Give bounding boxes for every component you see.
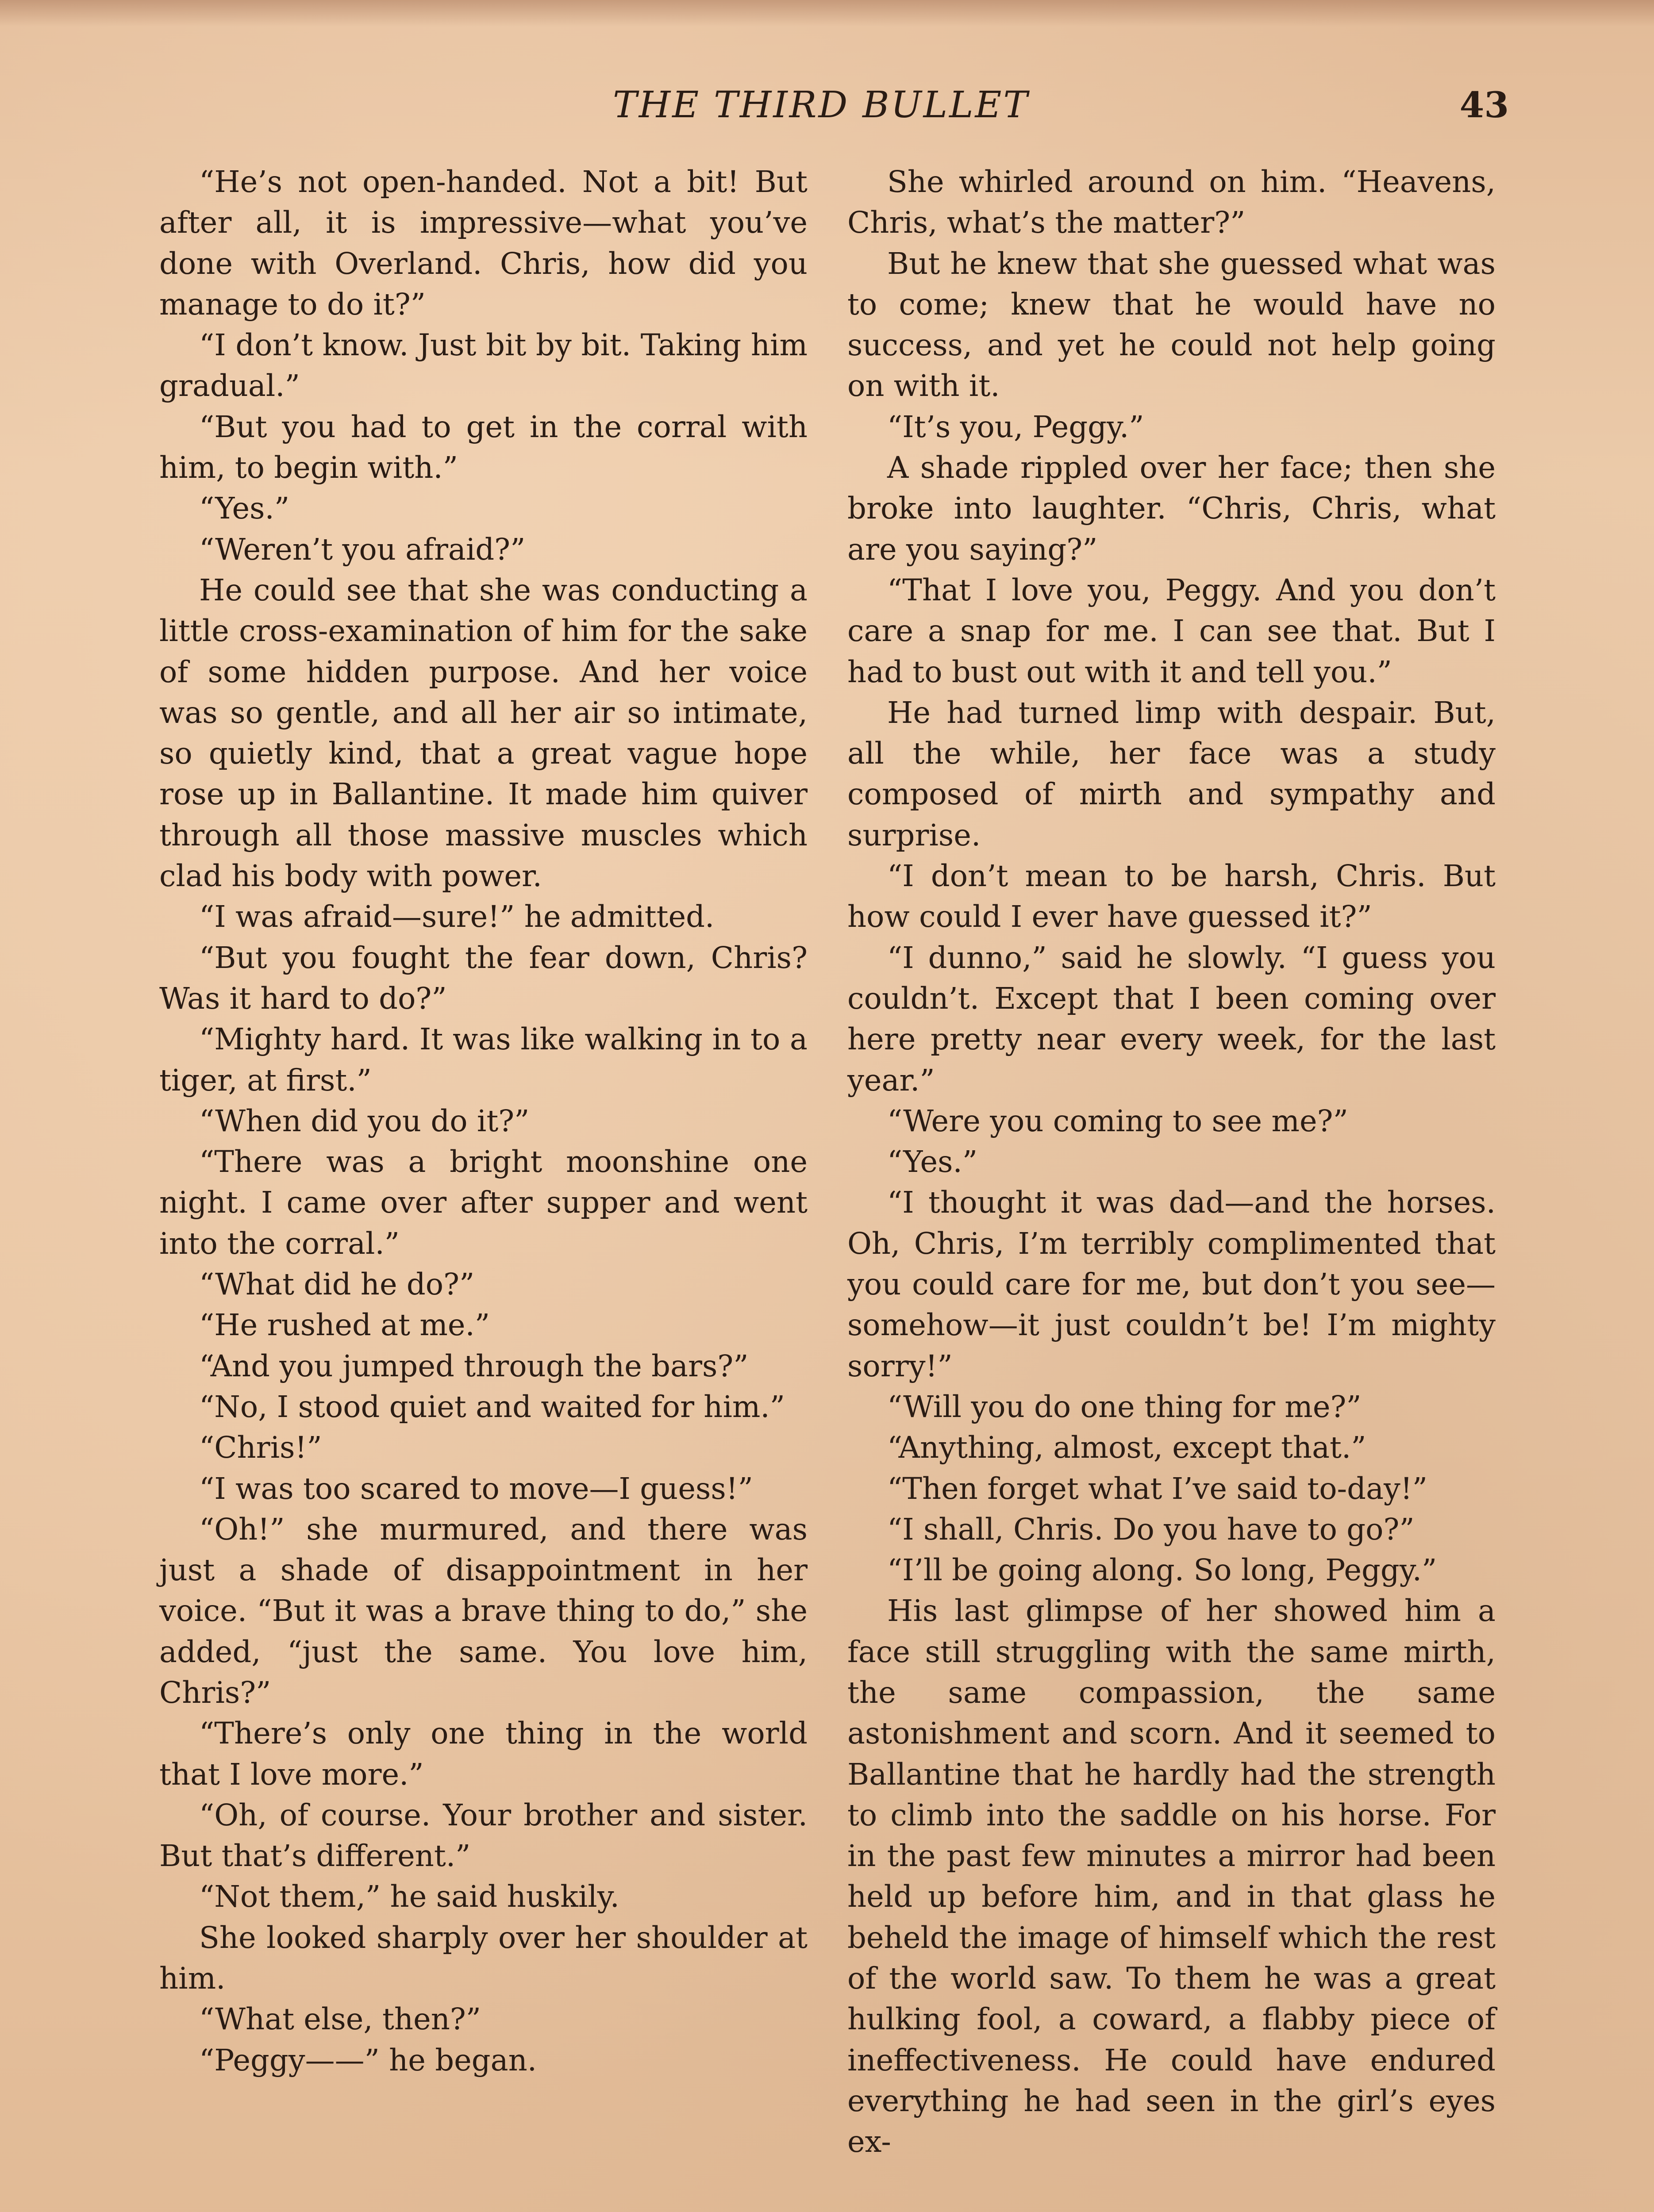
paragraph: “And you jumped through the bars?” [199,1348,749,1383]
paragraph: “But you had to get in the corral with him, to begin with.” [159,409,808,485]
page-number: 43 [1459,84,1509,126]
paragraph: “What else, then?” [199,2002,481,2037]
paragraph: “I thought it was dad—and the horses. Oh, Chris, I’m terribly complimented that you could care for me, but don’t you see—somehow—it just couldn’t be! I’m mighty sorry!” [847,1185,1496,1383]
paragraph: “I shall, Chris. Do you have to go?” [887,1512,1415,1547]
paragraph: “I’ll be going along. So long, Peggy.” [887,1553,1437,1588]
paragraph: “He rushed at me.” [199,1308,490,1343]
paragraph: His last glimpse of her showed him a face still struggling with the same mirth, the same compassion, the same astonishment and scorn. And it seemed to Ballantine that he hardly had the strength to climb into the saddle on his horse. For in the past few minutes a mirror had been held up before him, and in that glass he beheld the image of himself which the rest of the world saw. To them he was a great hulking fool, a coward, a flabby piece of ineffectiveness. He could have endured everything he had seen in the girl’s eyes ex- [847,1594,1496,2159]
paragraph: “I dunno,” said he slowly. “I guess you couldn’t. Except that I been coming over here pretty near every week, for the last year.” [847,940,1496,1098]
paragraph: She looked sharply over her shoulder at him. [159,1920,808,1996]
right-text-column [847,161,1496,2162]
paragraph: “Were you coming to see me?” [887,1103,1348,1138]
torn-top-edge [0,0,1654,27]
page-header [159,84,1509,133]
paragraph: “Weren’t you afraid?” [199,532,526,567]
paragraph: “Mighty hard. It was like walking in to a tiger, at first.” [159,1022,808,1098]
paragraph: “Yes.” [887,1144,978,1179]
paragraph: “I was too scared to move—I guess!” [199,1471,753,1506]
paragraph: “Not them,” he said huskily. [199,1879,619,1914]
paragraph: “I was afraid—sure!” he admitted. [199,899,715,934]
paragraph: “I don’t know. Just bit by bit. Taking him gradual.” [159,328,808,403]
paragraph: “I don’t mean to be harsh, Chris. But how could I ever have guessed it?” [847,859,1496,934]
left-text-column [159,161,808,2081]
running-head: THE THIRD BULLET [613,84,1030,126]
paragraph: “That I love you, Peggy. And you don’t care a snap for me. I can see that. But I had to bust out with it and tell you.” [847,572,1496,689]
paragraph: He had turned limp with despair. But, all the while, her face was a study composed of mirth and sympathy and surprise. [847,695,1496,853]
paragraph: “Peggy——” he began. [199,2043,537,2078]
paragraph: A shade rippled over her face; then she broke into laughter. “Chris, Chris, what are you saying?” [847,450,1496,567]
paragraph: She whirled around on him. “Heavens, Chris, what’s the matter?” [847,165,1496,240]
paragraph: “Oh, of course. Your brother and sister. But that’s different.” [159,1797,808,1874]
paragraph: “He’s not open-handed. Not a bit! But after all, it is impressive—what you’ve done with Overland. Chris, how did you manage to do it?” [159,165,808,322]
paragraph: “When did you do it?” [199,1103,530,1138]
paragraph: “There’s only one thing in the world that I love more.” [159,1716,808,1792]
paragraph: “Anything, almost, except that.” [887,1430,1366,1465]
paragraph: “Will you do one thing for me?” [887,1389,1362,1424]
paragraph: “Oh!” she murmured, and there was just a shade of disappointment in her voice. “But it was a brave thing to do,” she added, “just the same. You love him, Chris?” [159,1512,808,1710]
paragraph: “There was a bright moonshine one night. I came over after supper and went into the corral.” [159,1144,808,1261]
paragraph: “Then forget what I’ve said to-day!” [887,1471,1428,1506]
paragraph: “Yes.” [199,491,290,526]
paragraph: “But you fought the fear down, Chris? Was it hard to do?” [159,940,808,1016]
paragraph: “No, I stood quiet and waited for him.” [199,1389,785,1424]
paragraph: “It’s you, Peggy.” [887,409,1144,444]
paragraph: He could see that she was conducting a little cross-examination of him for the sake of some hidden purpose. And her voice was so gentle, and all her air so intimate, so quietly kind, that a great vague hope rose up in Ballantine. It made him quiver through all those massive muscles which clad his body with power. [159,572,808,894]
paragraph: “What did he do?” [199,1267,475,1302]
paragraph: “Chris!” [199,1430,322,1465]
paragraph: But he knew that she guessed what was to come; knew that he would have no success, and yet he could not help going on with it. [847,246,1496,403]
